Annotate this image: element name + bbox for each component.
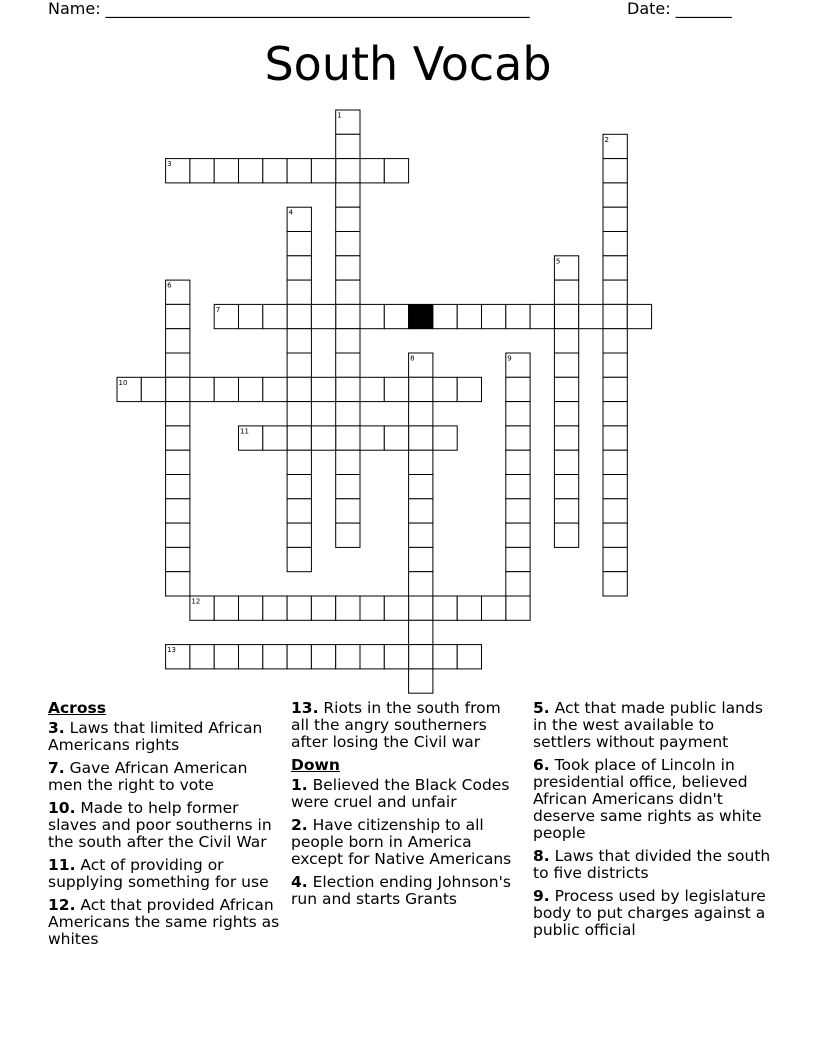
grid-cell[interactable]	[603, 207, 627, 231]
grid-cell[interactable]	[190, 159, 214, 183]
grid-cell[interactable]	[409, 523, 433, 547]
grid-cell[interactable]	[287, 426, 311, 450]
grid-cell[interactable]	[506, 596, 530, 620]
grid-cell[interactable]	[554, 450, 578, 474]
grid-cell[interactable]	[433, 377, 457, 401]
grid-cell[interactable]	[336, 329, 360, 353]
clue-down-2: 2. Have citizenship to all people born in America except for Native Americans	[291, 816, 512, 868]
grid-cell[interactable]	[166, 499, 190, 523]
grid-cell[interactable]	[166, 547, 190, 571]
grid-cell[interactable]	[166, 402, 190, 426]
grid-cell[interactable]	[214, 645, 238, 669]
clues-column-1	[48, 700, 280, 954]
grid-cell[interactable]	[166, 426, 190, 450]
grid-cell[interactable]	[336, 596, 360, 620]
grid-cell[interactable]	[166, 304, 190, 328]
grid-cell[interactable]	[603, 499, 627, 523]
grid-cell[interactable]	[603, 523, 627, 547]
grid-cell[interactable]	[457, 596, 481, 620]
grid-cell[interactable]	[384, 645, 408, 669]
grid-cell[interactable]	[311, 159, 335, 183]
grid-cell[interactable]	[384, 426, 408, 450]
grid-cell[interactable]	[506, 304, 530, 328]
grid-cell[interactable]	[239, 377, 263, 401]
grid-cell[interactable]	[166, 353, 190, 377]
grid-cell[interactable]	[603, 159, 627, 183]
grid-cell[interactable]	[603, 304, 627, 328]
grid-cell[interactable]	[336, 450, 360, 474]
clue-number-3: 3	[167, 160, 172, 169]
grid-cell[interactable]	[506, 572, 530, 596]
grid-cell[interactable]	[287, 304, 311, 328]
grid-cell[interactable]	[287, 256, 311, 280]
grid-cell[interactable]	[311, 596, 335, 620]
grid-cell[interactable]	[263, 159, 287, 183]
grid-cell[interactable]	[409, 645, 433, 669]
clue-down-6: 6. Took place of Lincoln in presidential office, believed African Americans didn't deserve same rights as white people	[533, 756, 762, 842]
grid-cell[interactable]	[239, 645, 263, 669]
grid-cell[interactable]	[336, 304, 360, 328]
clue-number-4: 4	[288, 208, 294, 217]
grid-cell[interactable]	[457, 304, 481, 328]
grid-cell[interactable]	[336, 645, 360, 669]
grid-cell[interactable]	[336, 523, 360, 547]
grid-cell[interactable]	[603, 402, 627, 426]
grid-cell[interactable]	[214, 159, 238, 183]
grid-cell[interactable]	[166, 523, 190, 547]
grid-cell[interactable]	[263, 645, 287, 669]
grid-cell[interactable]	[433, 304, 457, 328]
clue-number-9: 9	[507, 354, 512, 363]
down-heading: Down	[291, 756, 340, 774]
grid-cell[interactable]	[603, 280, 627, 304]
clue-number-1: 1	[337, 111, 342, 120]
grid-cell[interactable]	[360, 377, 384, 401]
grid-cell[interactable]	[360, 304, 384, 328]
grid-cell[interactable]	[360, 645, 384, 669]
grid-cell[interactable]	[603, 183, 627, 207]
grid-cell[interactable]	[384, 304, 408, 328]
grid-cell[interactable]	[554, 402, 578, 426]
grid-cell[interactable]	[554, 377, 578, 401]
grid-cell[interactable]	[287, 232, 311, 256]
grid-cell[interactable]	[287, 450, 311, 474]
grid-cell[interactable]	[603, 475, 627, 499]
grid-cell[interactable]	[554, 499, 578, 523]
page-title: South Vocab	[264, 37, 552, 91]
grid-cell[interactable]	[554, 475, 578, 499]
grid-cell[interactable]	[287, 377, 311, 401]
grid-cell[interactable]	[603, 547, 627, 571]
clue-across-12: 12. Act that provided African Americans the same rights as whites	[48, 896, 280, 948]
grid-cell[interactable]	[166, 329, 190, 353]
grid-cell[interactable]	[554, 304, 578, 328]
grid-cell[interactable]	[287, 547, 311, 571]
grid-cell[interactable]	[360, 426, 384, 450]
grid-cell[interactable]	[384, 159, 408, 183]
clue-down-8: 8. Laws that divided the south to five districts	[533, 847, 771, 882]
grid-cell[interactable]	[433, 596, 457, 620]
grid-cell[interactable]	[263, 596, 287, 620]
name-field: Name: _____________________________________________________	[48, 0, 530, 18]
grid-cell[interactable]	[409, 596, 433, 620]
grid-cell[interactable]	[166, 450, 190, 474]
grid-cell[interactable]	[384, 596, 408, 620]
grid-cell[interactable]	[336, 134, 360, 158]
date-field: Date: _______	[627, 0, 732, 18]
grid-cell[interactable]	[603, 572, 627, 596]
grid-cell[interactable]	[336, 499, 360, 523]
grid-cell[interactable]	[336, 475, 360, 499]
clue-number-6: 6	[167, 281, 172, 290]
grid-cell[interactable]	[579, 304, 603, 328]
grid-cell[interactable]	[287, 499, 311, 523]
grid-cell[interactable]	[603, 353, 627, 377]
grid-cell[interactable]	[554, 523, 578, 547]
grid-cell[interactable]	[166, 377, 190, 401]
grid-cell[interactable]	[287, 329, 311, 353]
clues-column-3	[533, 700, 773, 945]
grid-cell[interactable]	[311, 645, 335, 669]
grid-cell[interactable]	[263, 377, 287, 401]
clue-number-11: 11	[240, 427, 249, 436]
grid-cell[interactable]	[409, 450, 433, 474]
grid-block	[409, 304, 433, 328]
grid-cell[interactable]	[457, 645, 481, 669]
grid-cell[interactable]	[336, 256, 360, 280]
across-heading: Across	[48, 699, 106, 717]
grid-cell[interactable]	[141, 377, 165, 401]
grid-cell[interactable]	[336, 402, 360, 426]
grid-cell[interactable]	[506, 426, 530, 450]
grid-cell[interactable]	[287, 475, 311, 499]
clue-number-10: 10	[118, 378, 128, 387]
clue-number-7: 7	[215, 305, 221, 314]
grid-cell[interactable]	[239, 159, 263, 183]
grid-cell[interactable]	[311, 304, 335, 328]
clue-number-5: 5	[555, 257, 561, 266]
grid-cell[interactable]	[603, 426, 627, 450]
grid-cell[interactable]	[384, 377, 408, 401]
grid-cell[interactable]	[166, 475, 190, 499]
grid-cell[interactable]	[409, 426, 433, 450]
grid-cell[interactable]	[336, 280, 360, 304]
clue-number-2: 2	[604, 135, 609, 144]
grid-cell[interactable]	[554, 280, 578, 304]
grid-cell[interactable]	[506, 547, 530, 571]
grid-cell[interactable]	[336, 183, 360, 207]
grid-cell[interactable]	[287, 596, 311, 620]
grid-cell[interactable]	[603, 256, 627, 280]
grid-cell[interactable]	[336, 159, 360, 183]
clue-down-9: 9. Process used by legislature body to put charges against a public official	[533, 887, 766, 939]
grid-cell[interactable]	[166, 572, 190, 596]
grid-cell[interactable]	[287, 645, 311, 669]
grid-cell[interactable]	[409, 402, 433, 426]
grid-cell[interactable]	[409, 669, 433, 693]
grid-cell[interactable]	[409, 572, 433, 596]
clue-across-7: 7. Gave African American men the right to vote	[48, 759, 248, 794]
clue-number-8: 8	[410, 354, 415, 363]
grid-cell[interactable]	[214, 596, 238, 620]
grid-cell[interactable]	[287, 159, 311, 183]
grid-cell[interactable]	[287, 523, 311, 547]
clue-down-4: 4. Election ending Johnson's run and starts Grants	[291, 873, 511, 908]
grid-cell[interactable]	[336, 232, 360, 256]
grid-cell[interactable]	[506, 450, 530, 474]
grid-cell[interactable]	[506, 523, 530, 547]
grid-cell[interactable]	[506, 475, 530, 499]
grid-cell[interactable]	[190, 377, 214, 401]
grid-cell[interactable]	[360, 596, 384, 620]
clue-across-13: 13. Riots in the south from all the angry southerners after losing the Civil war	[291, 699, 501, 751]
grid-cell[interactable]	[554, 426, 578, 450]
grid-cell[interactable]	[190, 645, 214, 669]
grid-cell[interactable]	[409, 475, 433, 499]
grid-cell[interactable]	[311, 377, 335, 401]
grid-cell[interactable]	[287, 353, 311, 377]
grid-cell[interactable]	[603, 232, 627, 256]
grid-cell[interactable]	[336, 377, 360, 401]
grid-cell[interactable]	[336, 353, 360, 377]
grid-cell[interactable]	[530, 304, 554, 328]
grid-cell[interactable]	[360, 159, 384, 183]
grid-cell[interactable]	[603, 450, 627, 474]
clue-down-1: 1. Believed the Black Codes were cruel and unfair	[291, 776, 510, 811]
grid-cell[interactable]	[409, 620, 433, 644]
clue-down-5: 5. Act that made public lands in the west available to settlers without payment	[533, 699, 763, 751]
grid-cell[interactable]	[239, 596, 263, 620]
grid-cell[interactable]	[603, 329, 627, 353]
grid-cell[interactable]	[627, 304, 651, 328]
clue-number-13: 13	[167, 646, 177, 655]
grid-cell[interactable]	[433, 645, 457, 669]
grid-cell[interactable]	[336, 426, 360, 450]
grid-cell[interactable]	[287, 280, 311, 304]
grid-cell[interactable]	[506, 402, 530, 426]
grid-cell[interactable]	[603, 377, 627, 401]
clues-column-2	[291, 700, 523, 914]
grid-cell[interactable]	[311, 426, 335, 450]
clue-across-10: 10. Made to help former slaves and poor southerns in the south after the Civil War	[48, 799, 272, 851]
grid-cell[interactable]	[554, 329, 578, 353]
grid-cell[interactable]	[409, 547, 433, 571]
clue-across-11: 11. Act of providing or supplying something for use	[48, 856, 269, 891]
grid-cell[interactable]	[457, 377, 481, 401]
grid-cell[interactable]	[433, 426, 457, 450]
grid-cell[interactable]	[239, 304, 263, 328]
grid-cell[interactable]	[506, 499, 530, 523]
grid-cell[interactable]	[336, 207, 360, 231]
grid-cell[interactable]	[287, 402, 311, 426]
grid-cell[interactable]	[214, 377, 238, 401]
grid-cell[interactable]	[409, 377, 433, 401]
grid-cell[interactable]	[263, 304, 287, 328]
grid-cell[interactable]	[409, 499, 433, 523]
grid-cell[interactable]	[506, 377, 530, 401]
clue-number-12: 12	[191, 597, 201, 606]
grid-cell[interactable]	[482, 596, 506, 620]
grid-cell[interactable]	[263, 426, 287, 450]
clue-across-3: 3. Laws that limited African Americans rights	[48, 719, 263, 754]
grid-cell[interactable]	[482, 304, 506, 328]
grid-cell[interactable]	[554, 353, 578, 377]
